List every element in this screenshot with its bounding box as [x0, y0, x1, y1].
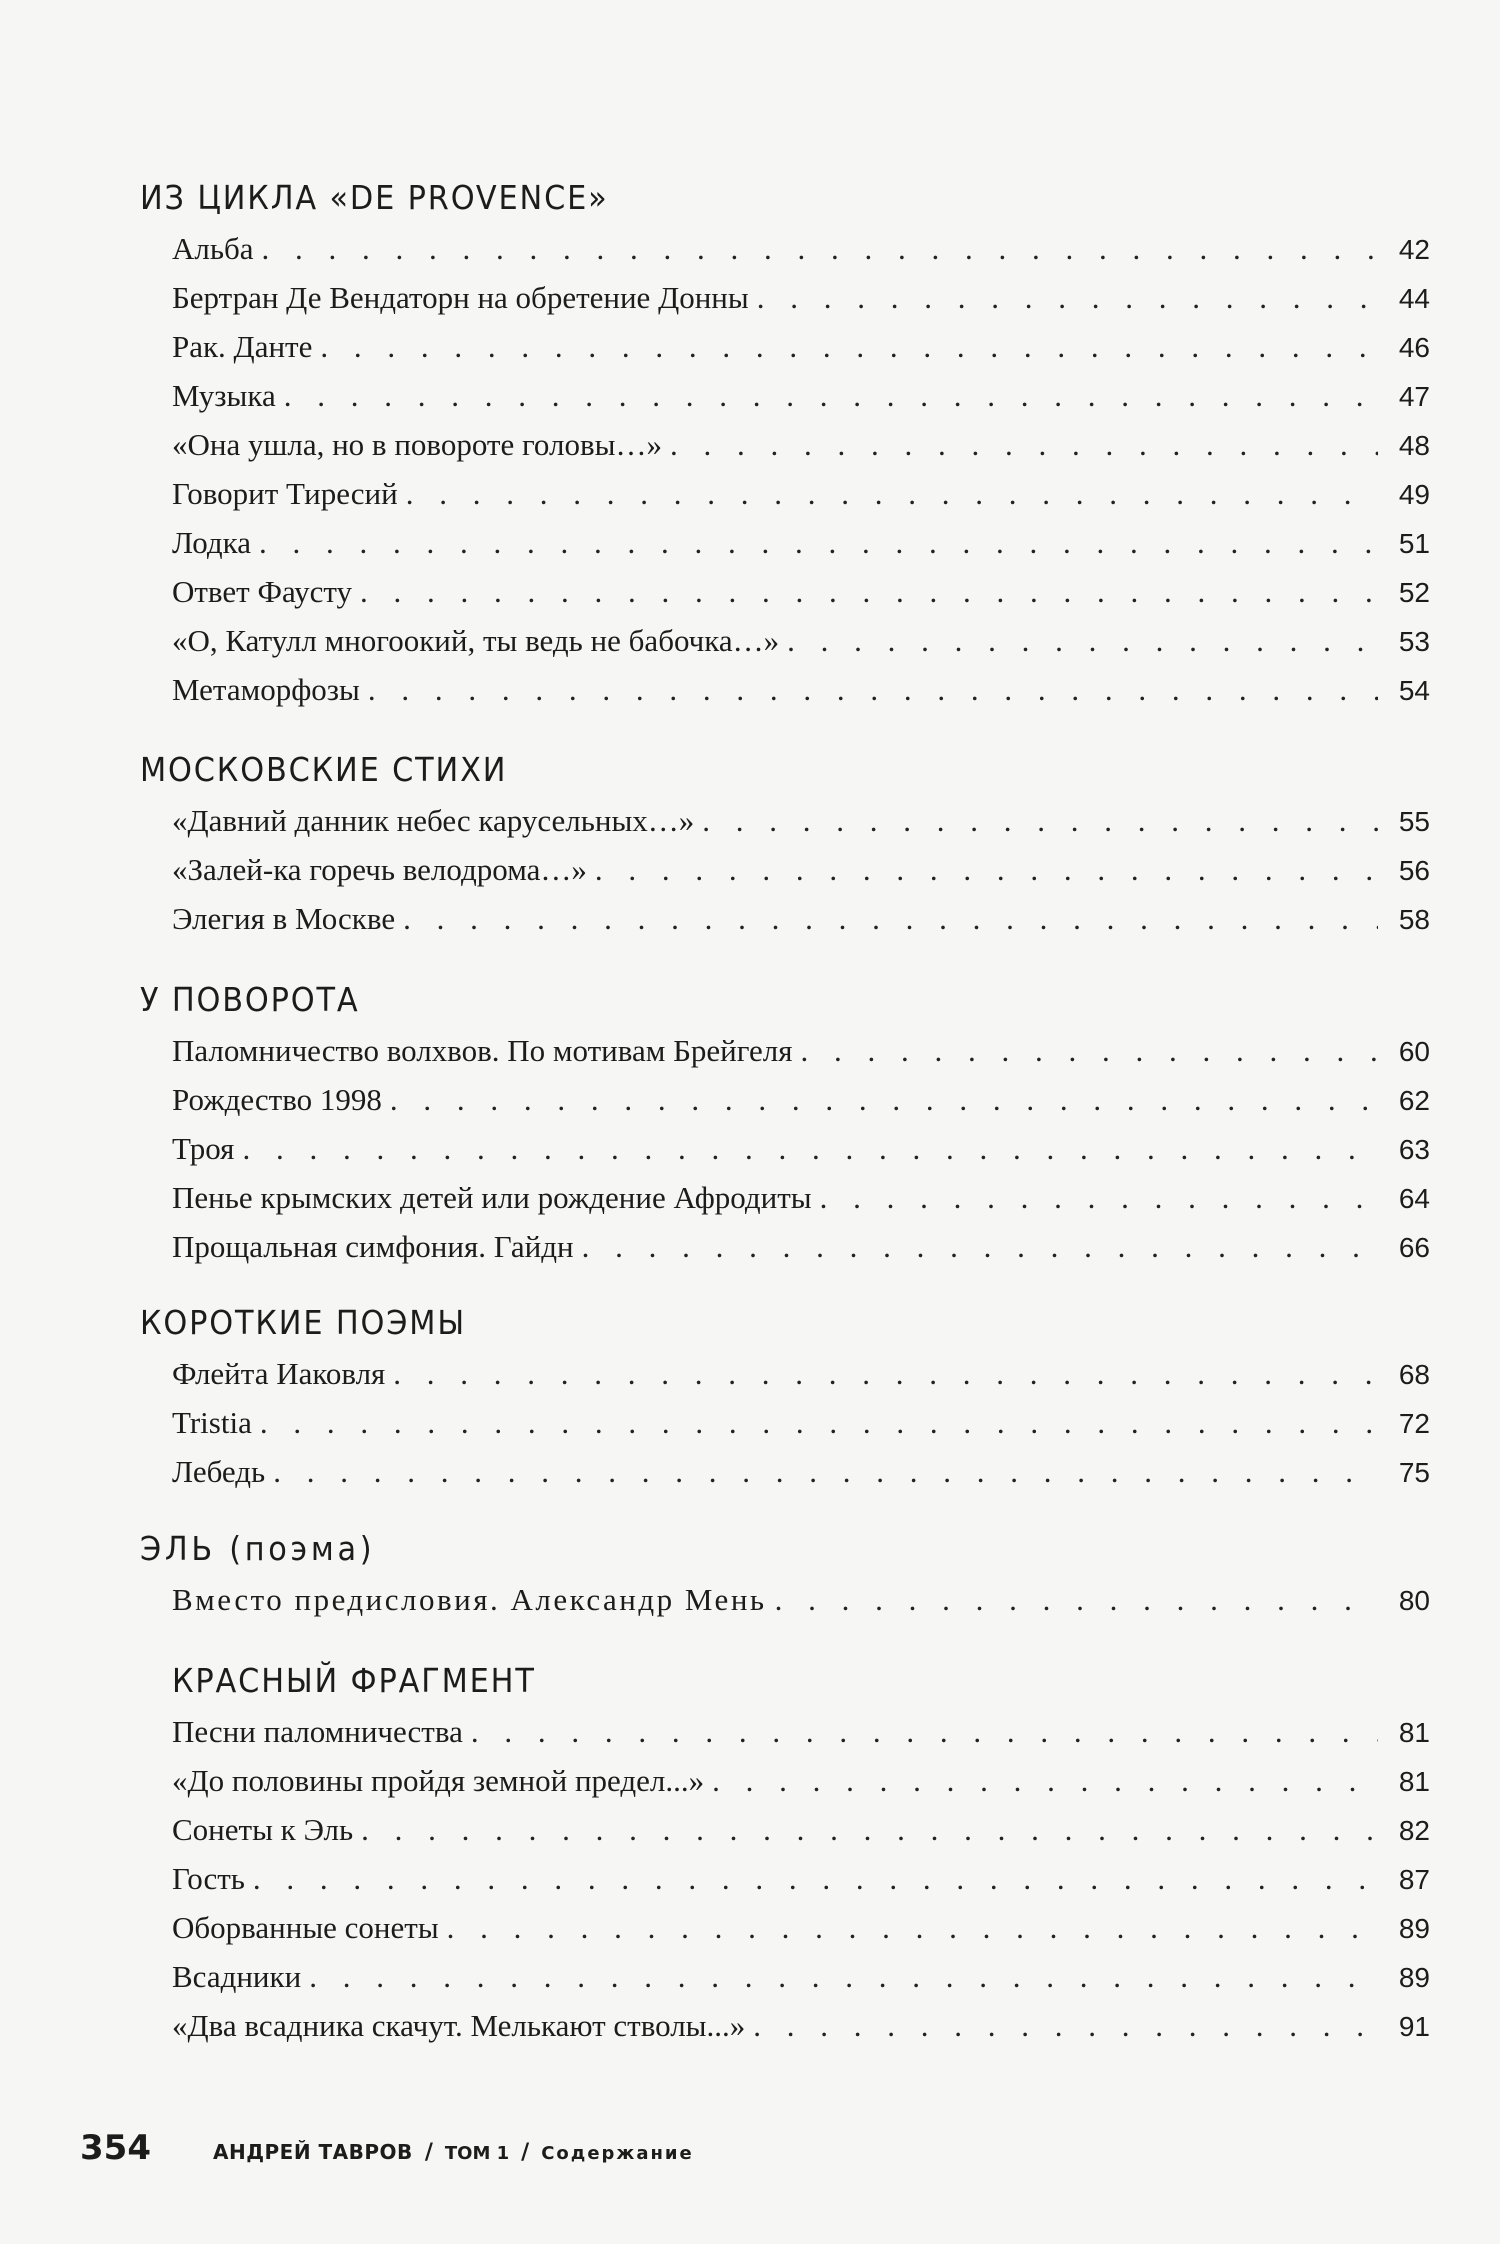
toc-entry[interactable]: [172, 616, 1430, 665]
leader-dots: [242, 1124, 1378, 1173]
entry-page: 58: [1398, 904, 1430, 935]
entry-page: 49: [1398, 479, 1430, 510]
entry-title: Альба: [172, 231, 254, 266]
toc-entry[interactable]: [172, 1124, 1430, 1173]
toc-entry[interactable]: [172, 567, 1430, 616]
leader-dots: [360, 567, 1378, 616]
leader-dots: [775, 1575, 1378, 1624]
entry-page: 42: [1398, 234, 1430, 265]
entry-page: 89: [1398, 1913, 1430, 1944]
page-footer: [80, 2128, 694, 2168]
entry-title: Музыка: [172, 378, 276, 413]
toc-entry[interactable]: [172, 1026, 1430, 1075]
entry-title: Оборванные сонеты: [172, 1910, 439, 1945]
toc-entry[interactable]: [172, 845, 1430, 894]
entry-page: 64: [1398, 1183, 1430, 1214]
toc-entry[interactable]: [172, 1756, 1430, 1805]
section-title: КОРОТКИЕ ПОЭМЫ: [140, 1303, 466, 1342]
leader-dots: [670, 420, 1378, 469]
entry-title: Троя: [172, 1131, 235, 1166]
leader-dots: [582, 1222, 1378, 1271]
leader-dots: [820, 1173, 1378, 1222]
footer-section: Содержание: [541, 2143, 694, 2164]
toc-entry[interactable]: [172, 1952, 1430, 2001]
toc-entry[interactable]: [172, 371, 1430, 420]
toc-entry[interactable]: [172, 224, 1430, 273]
entry-page: 63: [1398, 1134, 1430, 1165]
entry-page: 56: [1398, 855, 1430, 886]
toc-entry[interactable]: [172, 796, 1430, 845]
entry-title: Рак. Данте: [172, 329, 313, 364]
leader-dots: [309, 1952, 1378, 2001]
toc-entry[interactable]: [172, 1222, 1430, 1271]
toc-entry[interactable]: [172, 420, 1430, 469]
toc-entry[interactable]: [172, 1854, 1430, 1903]
toc-entry[interactable]: [172, 1349, 1430, 1398]
entry-page: 66: [1398, 1232, 1430, 1263]
toc-entry[interactable]: [172, 1805, 1430, 1854]
entry-page: 51: [1398, 528, 1430, 559]
entry-page: 52: [1398, 577, 1430, 608]
entry-page: 44: [1398, 283, 1430, 314]
toc-entry[interactable]: [172, 1903, 1430, 1952]
leader-dots: [393, 1349, 1378, 1398]
entry-title: «Она ушла, но в повороте головы…»: [172, 427, 662, 462]
toc-entry[interactable]: [172, 322, 1430, 371]
entry-page: 75: [1398, 1457, 1430, 1488]
entry-title: Всадники: [172, 1959, 302, 1994]
footer-separator: /: [424, 2140, 433, 2165]
leader-dots: [712, 1756, 1378, 1805]
entry-title: Прощальная симфония. Гайдн: [172, 1229, 574, 1264]
toc-entry[interactable]: [172, 518, 1430, 567]
section-title: ИЗ ЦИКЛА «DE PROVENCE»: [140, 178, 609, 217]
toc-entry[interactable]: [172, 469, 1430, 518]
toc-entry[interactable]: [172, 894, 1430, 943]
toc-entry[interactable]: [172, 2001, 1430, 2050]
entry-page: 68: [1398, 1359, 1430, 1390]
entry-title: Сонеты к Эль: [172, 1812, 354, 1847]
toc-entry[interactable]: [172, 1075, 1430, 1124]
entry-title: «До половины пройдя земной предел...»: [172, 1763, 705, 1798]
toc-entry[interactable]: [172, 1398, 1430, 1447]
entry-page: 82: [1398, 1815, 1430, 1846]
entry-page: 89: [1398, 1962, 1430, 1993]
leader-dots: [361, 1805, 1378, 1854]
toc-section-at-the-turn: [140, 974, 1430, 1271]
section-title: У ПОВОРОТА: [140, 980, 360, 1019]
entry-page: 72: [1398, 1408, 1430, 1439]
entry-title: «Два всадника скачут. Мелькают стволы...»: [172, 2008, 746, 2043]
toc-entry[interactable]: [172, 1575, 1430, 1624]
leader-dots: [471, 1707, 1378, 1756]
entry-page: 55: [1398, 806, 1430, 837]
leader-dots: [253, 1854, 1378, 1903]
entry-title: Ответ Фаусту: [172, 574, 353, 609]
toc-section-de-provence: [140, 172, 1430, 714]
footer-author: АНДРЕЙ ТАВРОВ: [212, 2140, 413, 2164]
toc-section-red-fragment: [140, 1655, 1430, 2050]
toc-section-short-poems: [140, 1297, 1430, 1496]
entry-title: Tristia: [172, 1405, 252, 1440]
leader-dots: [273, 1447, 1378, 1496]
leader-dots: [595, 845, 1378, 894]
footer-volume: ТОМ 1: [444, 2143, 510, 2164]
leader-dots: [368, 665, 1378, 714]
entry-page: 47: [1398, 381, 1430, 412]
entry-page: 80: [1398, 1585, 1430, 1616]
entry-title: Лебедь: [172, 1454, 266, 1489]
leader-dots: [702, 796, 1378, 845]
leader-dots: [787, 616, 1378, 665]
entry-title: Гость: [172, 1861, 245, 1896]
toc-entry[interactable]: [172, 273, 1430, 322]
entry-title: Паломничество волхвов. По мотивам Брейгеля: [172, 1033, 793, 1068]
leader-dots: [320, 322, 1378, 371]
entry-title: «О, Катулл многоокий, ты ведь не бабочка…»: [172, 623, 780, 658]
entry-title: Вместо предисловия. Александр Мень: [172, 1582, 767, 1617]
toc-entry[interactable]: [172, 1707, 1430, 1756]
page-number: 354: [80, 2128, 151, 2168]
leader-dots: [403, 894, 1378, 943]
toc-entry[interactable]: [172, 665, 1430, 714]
toc-section-moscow-poems: [140, 744, 1430, 943]
leader-dots: [757, 273, 1378, 322]
entry-title: Песни паломничества: [172, 1714, 463, 1749]
entry-title: «Давний данник небес карусельных…»: [172, 803, 695, 838]
toc-section-el-poem: [140, 1523, 1430, 1624]
leader-dots: [390, 1075, 1378, 1124]
entry-page: 62: [1398, 1085, 1430, 1116]
entry-title: Элегия в Москве: [172, 901, 396, 936]
entry-page: 48: [1398, 430, 1430, 461]
toc-entry[interactable]: [172, 1447, 1430, 1496]
entry-title: Говорит Тиресий: [172, 476, 398, 511]
entry-page: 81: [1398, 1766, 1430, 1797]
leader-dots: [447, 1903, 1378, 1952]
entry-title: Бертран Де Вендаторн на обретение Донны: [172, 280, 749, 315]
entry-page: 60: [1398, 1036, 1430, 1067]
footer-separator: /: [521, 2140, 530, 2165]
entry-title: Метаморфозы: [172, 672, 360, 707]
leader-dots: [801, 1026, 1378, 1075]
entry-page: 91: [1398, 2011, 1430, 2042]
section-title: ЭЛЬ (поэма): [140, 1529, 376, 1568]
section-title: КРАСНЫЙ ФРАГМЕНТ: [172, 1661, 536, 1700]
leader-dots: [259, 518, 1378, 567]
section-title: МОСКОВСКИЕ СТИХИ: [140, 750, 508, 789]
toc-entry[interactable]: [172, 1173, 1430, 1222]
leader-dots: [284, 371, 1378, 420]
entry-title: «Залей-ка горечь велодрома…»: [172, 852, 587, 887]
entry-title: Рождество 1998: [172, 1082, 382, 1117]
entry-page: 53: [1398, 626, 1430, 657]
entry-page: 87: [1398, 1864, 1430, 1895]
leader-dots: [753, 2001, 1378, 2050]
entry-page: 81: [1398, 1717, 1430, 1748]
entry-title: Флейта Иаковля: [172, 1356, 386, 1391]
entry-title: Лодка: [172, 525, 251, 560]
leader-dots: [260, 1398, 1378, 1447]
leader-dots: [406, 469, 1378, 518]
entry-page: 46: [1398, 332, 1430, 363]
entry-title: Пенье крымских детей или рождение Афродиты: [172, 1180, 812, 1215]
entry-page: 54: [1398, 675, 1430, 706]
leader-dots: [262, 224, 1378, 273]
